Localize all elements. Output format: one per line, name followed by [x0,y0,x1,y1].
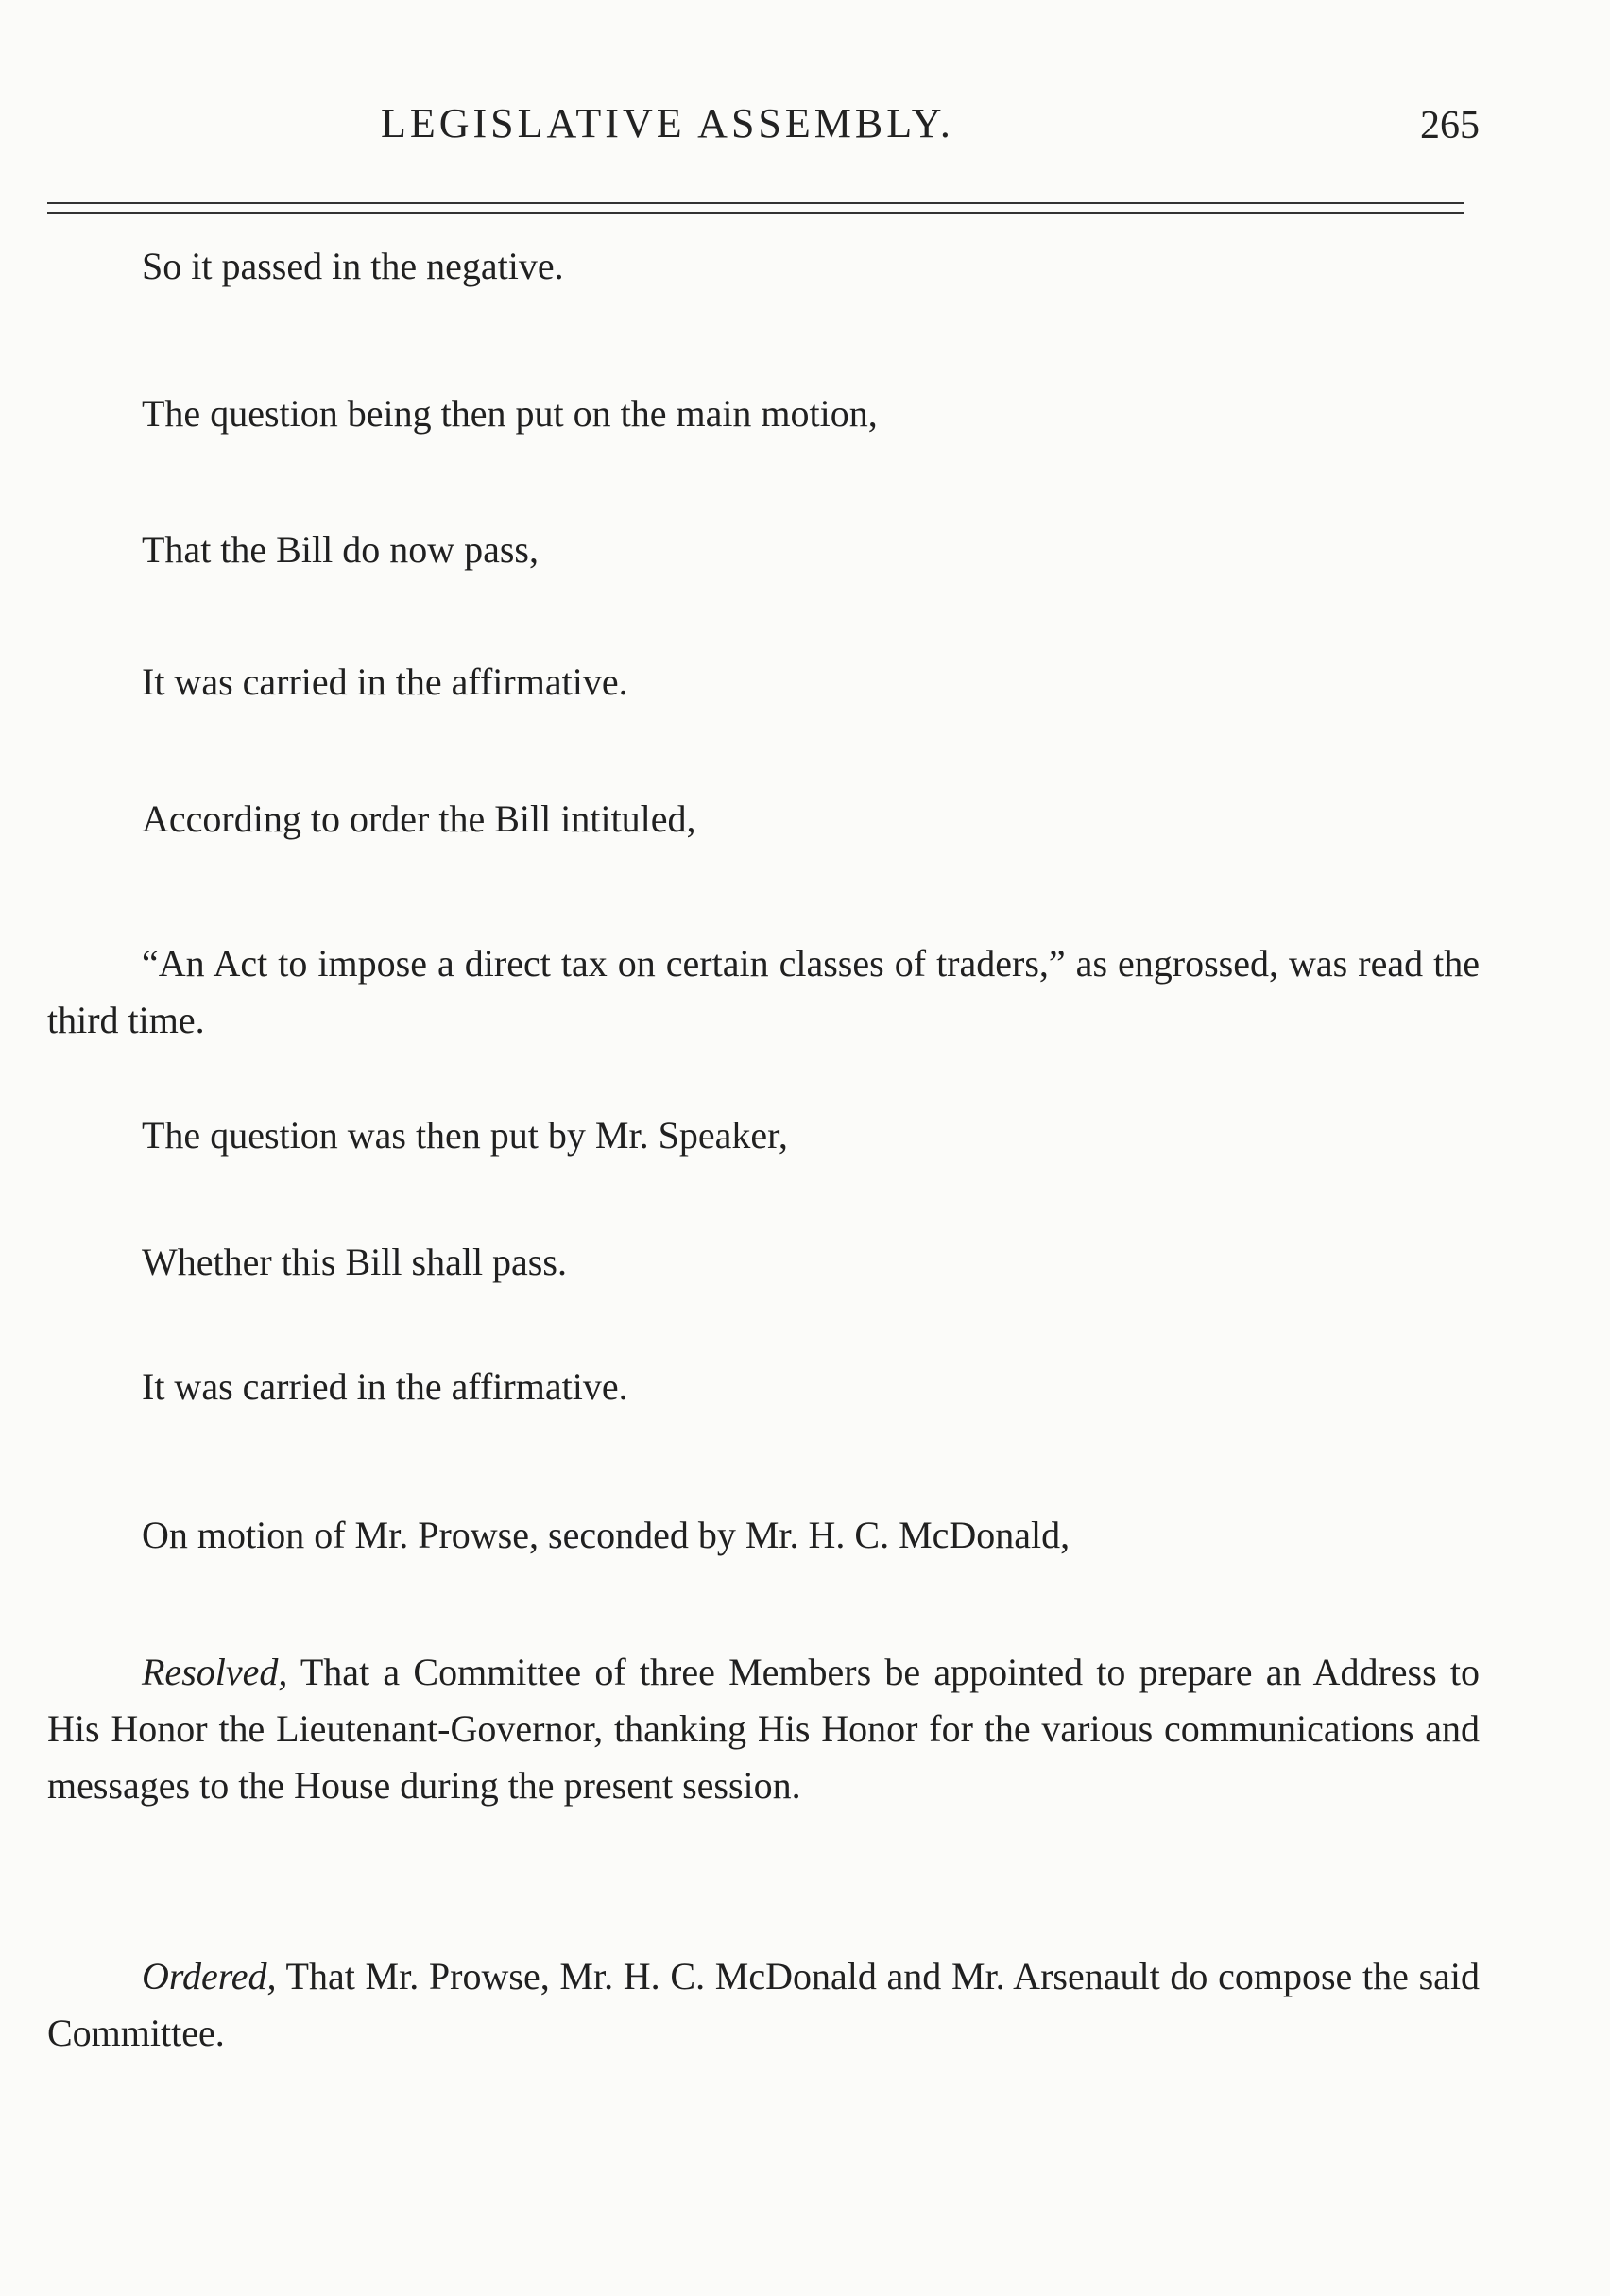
paragraph [47,1234,1480,1291]
paragraph [47,1107,1480,1164]
order-paragraph [47,1948,1480,2062]
running-head [47,99,1480,156]
header-rule-bottom [47,212,1464,214]
paragraph-text: That a Committee of three Members be appointed to prepare an Address to His Honor the Lieutenant-Governor, thanking His Honor for the various communications and messages to the House during the present session. [47,1651,1480,1807]
paragraph-text: On motion of Mr. Prowse, seconded by Mr. H. C. McDonald, [142,1514,1070,1556]
paragraph [47,791,1480,848]
paragraph [47,654,1480,711]
ordered-lead: Ordered, [142,1955,277,1997]
header-rule-top [47,202,1464,204]
paragraph [47,238,1480,295]
paragraph-text: The question being then put on the main motion, [142,392,878,435]
paragraph-text: It was carried in the affirmative. [142,1365,628,1408]
paragraph [47,1359,1480,1415]
page-number: 265 [1420,104,1480,147]
paragraph-text: The question was then put by Mr. Speaker, [142,1114,788,1157]
running-title: LEGISLATIVE ASSEMBLY. [381,100,954,146]
paragraph-text: Whether this Bill shall pass. [142,1241,567,1283]
paragraph-text: That Mr. Prowse, Mr. H. C. McDonald and Mr. Arsenault do compose the said Committee. [47,1955,1480,2054]
paragraph [47,522,1480,578]
paragraph-text: It was carried in the affirmative. [142,660,628,703]
resolved-lead: Resolved, [142,1651,288,1693]
paragraph [47,935,1480,1049]
paragraph-text: That the Bill do now pass, [142,528,539,571]
resolution-paragraph [47,1644,1480,1814]
paragraph [47,386,1480,442]
paragraph [47,1507,1480,1564]
paragraph-text: So it passed in the negative. [142,245,564,287]
paragraph-text: “An Act to impose a direct tax on certain classes of traders,” as engrossed, was read the third time. [47,942,1480,1041]
paragraph-text: According to order the Bill intituled, [142,797,696,840]
